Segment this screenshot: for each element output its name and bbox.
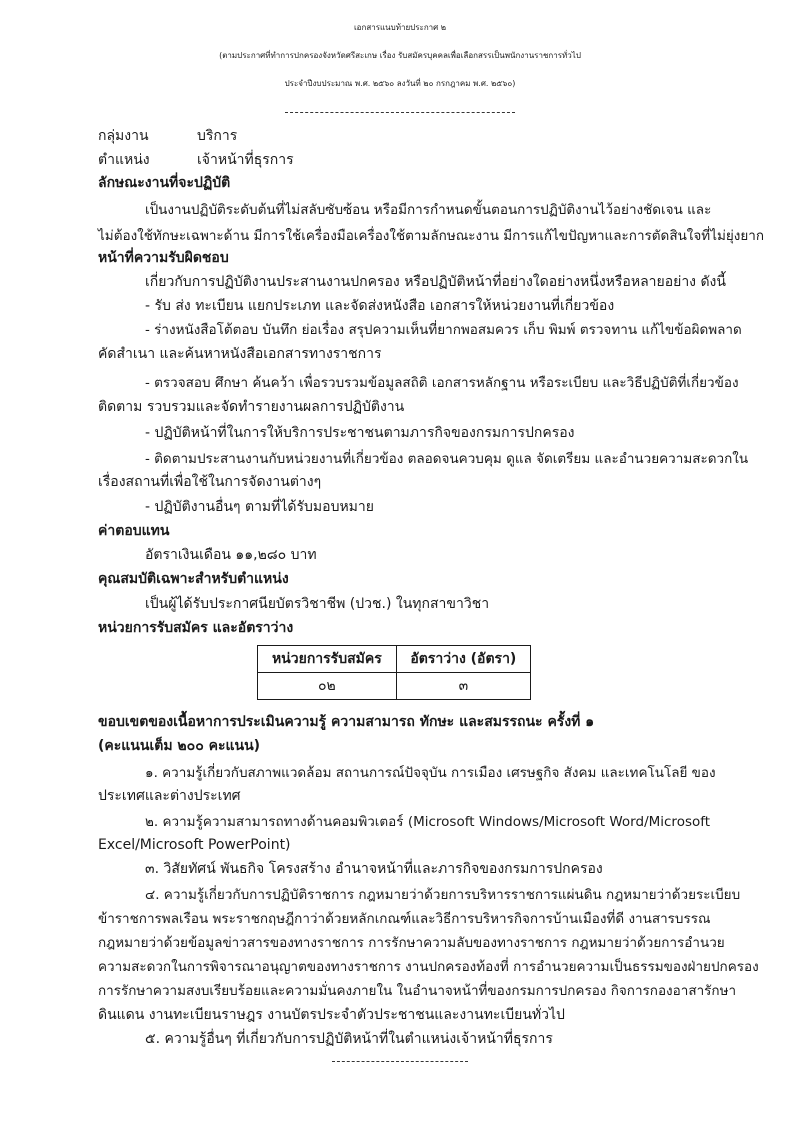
units-heading: หน่วยการรับสมัคร และอัตราว่าง <box>98 620 294 636</box>
scope-item-continued: ประเทศและต่างประเทศ <box>98 788 241 804</box>
duties-intro: เกี่ยวกับการปฏิบัติงานประสานงานปกครอง หรือปฏิบัติหน้าที่อย่างใดอย่างหนึ่งหรือหลายอย่าง ดังนี้ <box>145 274 726 290</box>
position-value: เจ้าหน้าที่ธุรการ <box>197 152 294 168</box>
duty-item: - ปฏิบัติหน้าที่ในการให้บริการประชาชนตามภารกิจของกรมการปกครอง <box>145 425 575 441</box>
duty-item-continued: ติดตาม รวบรวมและจัดทำรายงานผลการปฏิบัติงาน <box>98 399 405 415</box>
announcement-reference: (ตามประกาศที่ทำการปกครองจังหวัดศรีสะเกษ เรื่อง รับสมัครบุคคลเพื่อเลือกสรรเป็นพนักงานราชการทั่วไป <box>219 51 581 60</box>
position-label: ตำแหน่ง <box>98 152 150 168</box>
duty-item: - รับ ส่ง ทะเบียน แยกประเภท และจัดส่งหนังสือ เอกสารให้หน่วยงานที่เกี่ยวข้อง <box>145 298 615 314</box>
compensation-heading: ค่าตอบแทน <box>98 523 170 539</box>
scope-item: ๒. ความรู้ความสามารถทางด้านคอมพิวเตอร์ (Microsoft Windows/Microsoft Word/Microsoft <box>145 814 711 830</box>
duty-item-continued: เรื่องสถานที่เพื่อใช้ในการจัดงานต่างๆ <box>98 474 322 490</box>
scope-item: ๕. ความรู้อื่นๆ ที่เกี่ยวกับการปฏิบัติหน้าที่ในตำแหน่งเจ้าหน้าที่ธุรการ <box>145 1031 553 1047</box>
job-nature-text-1: เป็นงานปฏิบัติระดับต้นที่ไม่สลับซับซ้อน หรือมีการกำหนดขั้นตอนการปฏิบัติงานไว้อย่างชัดเจน และ <box>145 202 712 218</box>
job-nature-text-2: ไม่ต้องใช้ทักษะเฉพาะด้าน มีการใช้เครื่องมือเครื่องใช้ตามลักษณะงาน มีการแก้ไขปัญหาและการตัดสินใจที่ไม่ยุ่งยาก <box>98 228 765 244</box>
scope-item-continued: ข้าราชการพลเรือน พระราชกฤษฎีกาว่าด้วยหลักเกณฑ์และวิธีการบริหารกิจการบ้านเมืองที่ดี งานสารบรรณ <box>98 911 711 927</box>
table-header-row <box>258 646 531 673</box>
scope-item-continued: Excel/Microsoft PowerPoint) <box>98 837 291 853</box>
rate-column-header: อัตราว่าง (อัตรา) <box>396 646 530 673</box>
job-nature-heading: ลักษณะงานที่จะปฏิบัติ <box>98 175 231 191</box>
scope-item-continued: การรักษาความสงบเรียบร้อยและความมั่นคงภายใน ในอำนาจหน้าที่ของกรมการปกครอง กิจการกองอาสารักษา <box>98 983 737 999</box>
table-row <box>258 673 531 700</box>
vacancy-table <box>257 645 531 700</box>
unit-column-header: หน่วยการรับสมัคร <box>258 646 397 673</box>
attachment-title: เอกสารแนบท้ายประกาศ ๒ <box>353 23 447 32</box>
duty-item: - ร่างหนังสือโต้ตอบ บันทึก ย่อเรื่อง สรุปความเห็นที่ยากพอสมควร เก็บ พิมพ์ ตรวจทาน แก้ไขข้อผิดพลาด <box>145 322 742 338</box>
rate-cell: ๓ <box>396 673 530 700</box>
group-label: กลุ่มงาน <box>98 128 149 144</box>
scope-item-continued: ความสะดวกในการพิจารณาอนุญาตของทางราชการ งานปกครองท้องที่ การอำนวยความเป็นธรรมของฝ่ายปกครอง <box>98 959 759 975</box>
scope-item: ๓. วิสัยทัศน์ พันธกิจ โครงสร้าง อำนาจหน้าที่และภารกิจของกรมการปกครอง <box>145 861 603 877</box>
scope-heading: ขอบเขตของเนื้อหาการประเมินความรู้ ความสามารถ ทักษะ และสมรรถนะ ครั้งที่ ๑ <box>98 714 595 730</box>
qualification-text: เป็นผู้ได้รับประกาศนียบัตรวิชาชีพ (ปวช.) ในทุกสาขาวิชา <box>145 596 490 612</box>
duty-item: - ตรวจสอบ ศึกษา ค้นคว้า เพื่อรวบรวมข้อมูลสถิติ เอกสารหลักฐาน หรือระเบียบ และวิธีปฏิบัติที่เกี่ยวข้อง <box>145 375 739 391</box>
scope-item: ๑. ความรู้เกี่ยวกับสภาพแวดล้อม สถานการณ์ปัจจุบัน การเมือง เศรษฐกิจ สังคม และเทคโนโลยี ของ <box>145 765 716 781</box>
duty-item-continued: คัดสำเนา และค้นหาหนังสือเอกสารทางราชการ <box>98 346 382 362</box>
qualification-heading: คุณสมบัติเฉพาะสำหรับตำแหน่ง <box>98 571 289 587</box>
duty-item: - ติดตามประสานงานกับหน่วยงานที่เกี่ยวข้อง ตลอดจนควบคุม ดูแล จัดเตรียม และอำนวยความสะดวกใน <box>145 451 749 467</box>
unit-cell: ๐๒ <box>258 673 397 700</box>
duty-item: - ปฏิบัติงานอื่นๆ ตามที่ได้รับมอบหมาย <box>145 499 374 515</box>
scope-item-continued: กฎหมายว่าด้วยข้อมูลข่าวสารของทางราชการ การรักษาความลับของทางราชการ กฎหมายว่าด้วยการอำนวย <box>98 935 725 951</box>
header-divider <box>285 112 515 113</box>
scope-item-continued: ดินแดน งานทะเบียนราษฎร งานบัตรประจำตัวประชาชนและงานทะเบียนทั่วไป <box>98 1007 565 1023</box>
duties-heading: หน้าที่ความรับผิดชอบ <box>98 250 229 266</box>
announcement-date: ประจำปีงบประมาณ พ.ศ. ๒๕๖๐ ลงวันที่ ๒๐ กรกฎาคม พ.ศ. ๒๕๖๐) <box>284 79 516 88</box>
scope-item: ๔. ความรู้เกี่ยวกับการปฏิบัติราชการ กฎหมายว่าด้วยการบริหารราชการแผ่นดิน กฎหมายว่าด้วยระเบียบ <box>145 887 741 903</box>
group-value: บริการ <box>197 128 238 144</box>
compensation-text: อัตราเงินเดือน ๑๑,๒๘๐ บาท <box>145 547 317 563</box>
scope-score: (คะแนนเต็ม ๒๐๐ คะแนน) <box>98 738 261 754</box>
footer-divider <box>332 1061 468 1062</box>
